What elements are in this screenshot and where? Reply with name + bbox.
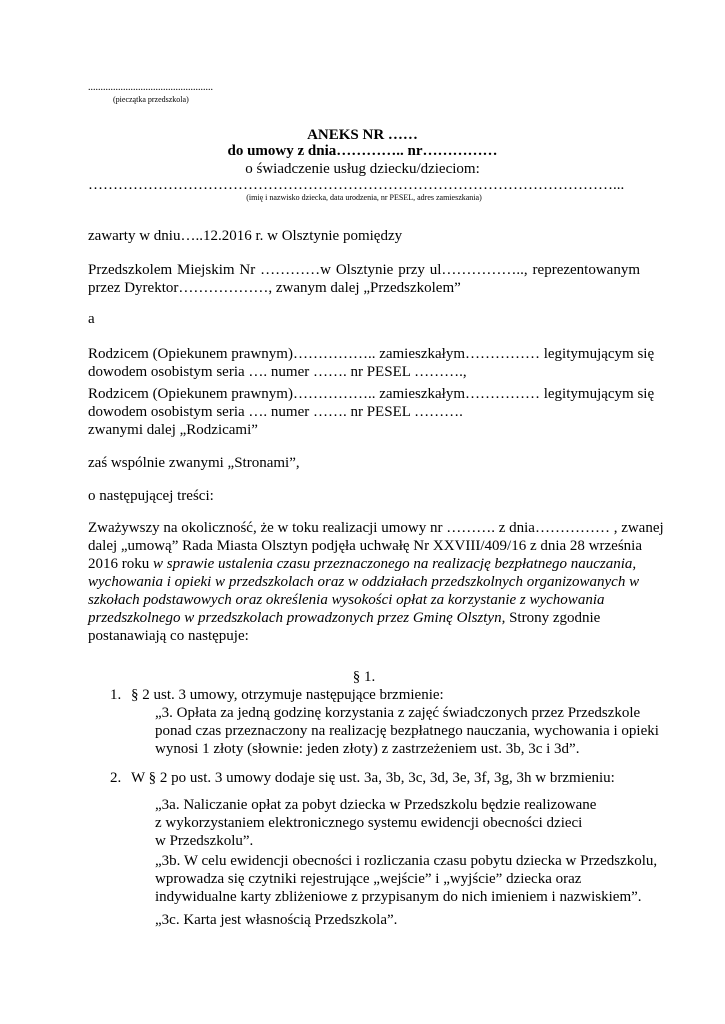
paragraph-3a-line-2: z wykorzystaniem elektronicznego systemu ewidencji obecności dzieci	[155, 815, 583, 831]
section-heading: § 1.	[352, 669, 376, 685]
contract-reference: do umowy z dnia………….. nr……………	[227, 143, 498, 159]
parent-2-paragraph	[88, 385, 655, 439]
preamble-line-3-normal: 2016 roku	[88, 556, 153, 572]
resolution-title-part-3: szkołach podstawowych oraz określenia wysokości opłat za korzystanie z wychowania	[88, 592, 605, 608]
preamble-line-4	[88, 573, 640, 591]
jointly-named: zaś wspólnie zwanymi „Stronami”,	[88, 455, 300, 471]
item-1-text: § 2 ust. 3 umowy, otrzymuje następujące brzmienie:	[131, 687, 444, 703]
paragraph-3c: „3c. Karta jest własnością Przedszkola”.	[155, 912, 398, 928]
item-1-quote	[155, 704, 659, 758]
concluded-date: zawarty w dniu…..12.2016 r. w Olsztynie pomiędzy	[88, 228, 403, 244]
preamble-line-6-normal: Strony zgodnie	[505, 610, 601, 626]
resolution-title-part-4: przedszkolnego w przedszkolach prowadzonych przez Gminę Olsztyn,	[88, 610, 506, 626]
item-1	[110, 686, 640, 704]
paragraph-3b	[155, 852, 658, 906]
item-2-number: 2.	[110, 770, 122, 786]
stamp-dotted-line: ..................................................	[88, 82, 213, 93]
parent-1-line-1: Rodzicem (Opiekunem prawnym)…………….. zamieszkałym…………… legitymującym się	[88, 346, 655, 362]
resolution-title-part-1: w sprawie ustalenia czasu przeznaczonego na realizację bezpłatnego nauczania,	[153, 556, 637, 572]
preamble-paragraph	[88, 519, 664, 645]
item-1-quote-line-1: „3. Opłata za jedną godzinę korzystania z zajęć świadczonych przez Przedszkole	[155, 705, 641, 721]
parent-1-line-2: dowodem osobistym seria …. numer ……. nr PESEL ……….,	[88, 364, 467, 380]
parent-2-line-1: Rodzicem (Opiekunem prawnym)…………….. zamieszkałym…………… legitymującym się	[88, 386, 655, 402]
preamble-line-5	[88, 591, 640, 609]
service-subject: o świadczenie usług dziecku/dzieciom:	[245, 161, 480, 177]
parents-named: zwanymi dalej „Rodzicami”	[88, 422, 258, 438]
paragraph-3b-line-1: „3b. W celu ewidencji obecności i rozliczania czasu pobytu dziecka w Przedszkolu,	[155, 853, 658, 869]
preamble-line-1: Zważywszy na okoliczność, że w toku realizacji umowy nr ………. z dnia…………… , zwanej	[88, 520, 664, 536]
preamble-line-6	[88, 609, 640, 627]
parent-2-line-2: dowodem osobistym seria …. numer ……. nr PESEL ……….	[88, 404, 463, 420]
paragraph-3b-line-3: indywidualne karty zbliżeniowe z przypisanym do nich imieniem i nazwiskiem”.	[155, 889, 642, 905]
kindergarten-paragraph	[88, 261, 640, 297]
item-2-text: W § 2 po ust. 3 umowy dodaje się ust. 3a, 3b, 3c, 3d, 3e, 3f, 3g, 3h w brzmieniu:	[131, 770, 615, 786]
annex-title: ANEKS NR ……	[307, 127, 418, 143]
item-1-quote-line-3: wynosi 1 złoty (słownie: jeden złoty) z zastrzeżeniem ust. 3b, 3c i 3d”.	[155, 741, 580, 757]
item-1-quote-line-2: ponad czas przeznaczony na realizację bezpłatnego nauczania, wychowania i opieki	[155, 723, 659, 739]
preamble-line-2: dalej „umową” Rada Miasta Olsztyn podjęła uchwałę Nr XXVIII/409/16 z dnia 28 września	[88, 538, 642, 554]
paragraph-3a-line-1: „3a. Naliczanie opłat za pobyt dziecka w Przedszkolu będzie realizowane	[155, 797, 597, 813]
stamp-label: (pieczątka przedszkola)	[113, 95, 189, 104]
preamble-line-3	[88, 555, 640, 573]
paragraph-3a-line-3: w Przedszkolu”.	[155, 833, 254, 849]
item-1-number: 1.	[110, 687, 122, 703]
preamble-line-7: postanawiają co następuje:	[88, 628, 249, 644]
kindergarten-line-2: przez Dyrektor………………, zwanym dalej „Przedszkolem”	[88, 280, 461, 296]
item-2	[110, 769, 640, 787]
conjunction-and: a	[88, 311, 95, 327]
parent-1-paragraph	[88, 345, 655, 381]
following-content: o następującej treści:	[88, 488, 214, 504]
paragraph-3b-line-2: wprowadza się czytniki rejestrujące „wejście” i „wyjście” dziecka oraz	[155, 871, 582, 887]
resolution-title-part-2: wychowania i opieki w przedszkolach oraz w oddziałach przedszkolnych organizowanych w	[88, 574, 640, 590]
child-data-dotted-line: ……………………………………………………………………………………………...	[88, 177, 625, 193]
paragraph-3a	[155, 796, 640, 850]
child-data-caption: (imię i nazwisko dziecka, data urodzenia, nr PESEL, adres zamieszkania)	[246, 193, 482, 202]
kindergarten-line-1: Przedszkolem Miejskim Nr …………w Olsztynie przy ul…………….., reprezentowanym	[88, 262, 640, 278]
